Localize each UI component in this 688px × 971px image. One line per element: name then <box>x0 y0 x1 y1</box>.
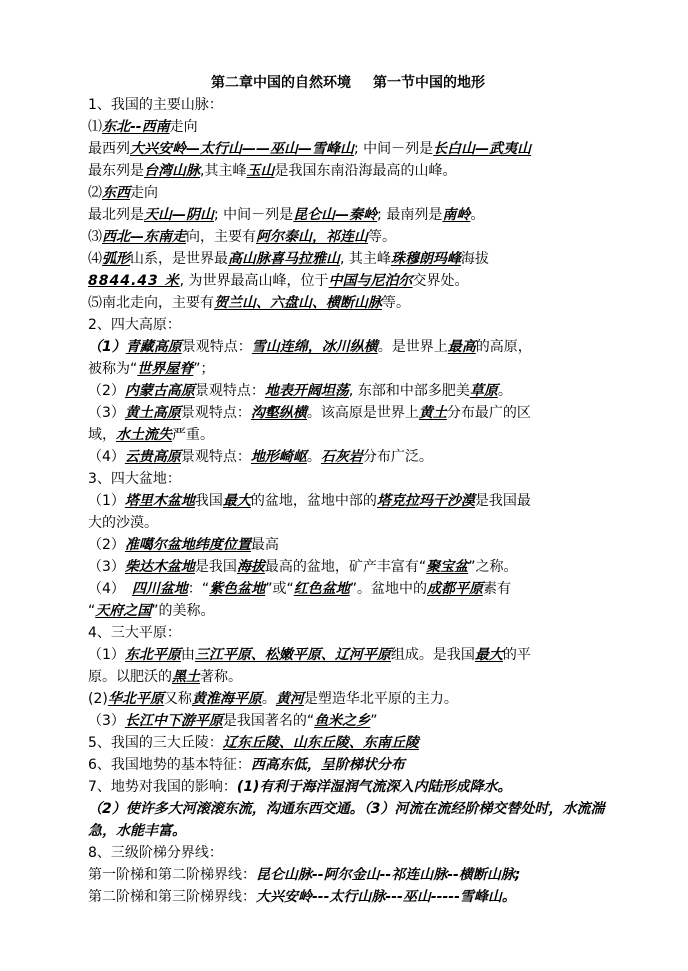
s4-item-2: (2)华北平原又称黄淮海平原。黄河是塑造华北平原的主力。 <box>88 691 458 707</box>
s1-e-line: ⑸南北走向，主要有贺兰山、六盘山、横断山脉等。 <box>88 295 410 311</box>
s2-item-2: （2）内蒙古高原景观特点：地表开阔坦荡, 东部和中部多肥美草原。 <box>88 383 512 399</box>
s1-a-line1: 最西列大兴安岭—太行山——巫山—雪峰山; 中间－列是长白山—武夷山 <box>88 141 532 157</box>
s2-item-3-cont: 域，水土流失严重。 <box>88 427 214 443</box>
s8-line-2: 第二阶梯和第三阶梯界线：大兴安岭---太行山脉---巫山-----雪峰山。 <box>88 889 516 905</box>
s2-item-1: （1）青藏高原景观特点：雪山连绵，冰川纵横。是世界上最高的高原， <box>88 339 532 355</box>
s4-item-1: （1）东北平原由三江平原、松嫩平原、辽河平原组成。是我国最大的平 <box>88 647 531 663</box>
s1-d-line2: 8844.43 米, 为世界最高山峰，位于中国与尼泊尔交界处。 <box>88 273 469 289</box>
section-8-heading: 8、三级阶梯分界线： <box>88 845 223 861</box>
s1-b-line: ⑵东西走向 <box>88 185 158 201</box>
document-page <box>88 72 608 908</box>
chapter-title: 第二章中国的自然环境 <box>211 75 351 91</box>
s2-item-3: （3）黄土高原景观特点：沟壑纵横。该高原是世界上黄土分布最广的区 <box>88 405 531 421</box>
section-title: 第一节中国的地形 <box>373 75 485 91</box>
s3-item-2: （2）准噶尔盆地纬度位置最高 <box>88 537 279 553</box>
section-3-heading: 3、四大盆地： <box>88 471 181 487</box>
s1-b-line1: 最北列是天山—阴山; 中间－列是昆仑山—秦岭; 最南列是南岭。 <box>88 207 485 223</box>
s1-a-line2: 最东列是台湾山脉,其主峰玉山是我国东南沿海最高的山峰。 <box>88 163 457 179</box>
s3-item-1-cont: 大的沙漠。 <box>88 515 158 531</box>
s2-item-1-cont: 被称为“世界屋脊”； <box>88 361 215 377</box>
section-7-cont: （2）使许多大河滚滚东流，沟通东西交通。（3）河流在流经阶梯交替处时，水流湍急，水能丰富。 <box>88 801 605 839</box>
section-1-heading: 1、我国的主要山脉： <box>88 97 223 113</box>
s3-item-1: （1）塔里木盆地我国最大的盆地，盆地中部的塔克拉玛干沙漠是我国最 <box>88 493 531 509</box>
s3-item-4: （4） 四川盆地：“紫色盆地”或“红色盆地”。盆地中的成都平原素有 <box>88 581 511 597</box>
s4-item-3: （3）长江中下游平原是我国著名的“鱼米之乡” <box>88 713 378 729</box>
section-2-heading: 2、四大高原： <box>88 317 181 333</box>
s1-a-line: ⑴东北--西南走向 <box>88 119 198 135</box>
s1-c-line: ⑶西北—东南走向，主要有阿尔泰山，祁连山等。 <box>88 229 396 245</box>
page-title <box>88 72 608 94</box>
s8-line-1: 第一阶梯和第二阶梯界线：昆仑山脉--阿尔金山--祁连山脉--横断山脉; <box>88 867 521 883</box>
section-6: 6、我国地势的基本特征：西高东低，呈阶梯状分布 <box>88 757 405 773</box>
section-4-heading: 4、三大平原： <box>88 625 181 641</box>
section-5: 5、我国的三大丘陵：辽东丘陵、山东丘陵、东南丘陵 <box>88 735 419 751</box>
s1-d-line1: ⑷弧形山系，是世界最高山脉喜马拉雅山, 其主峰珠穆朗玛峰海拔 <box>88 251 489 267</box>
s3-item-4-cont: “天府之国”的美称。 <box>88 603 215 619</box>
section-7: 7、地势对我国的影响：(1)有利于海洋湿润气流深入内陆形成降水。 <box>88 779 512 795</box>
s4-item-1-cont: 原。以肥沃的黑土著称。 <box>88 669 242 685</box>
s3-item-3: （3）柴达木盆地是我国海拔最高的盆地，矿产丰富有“聚宝盆”之称。 <box>88 559 518 575</box>
s2-item-4: （4）云贵高原景观特点：地形崎岖。石灰岩分布广泛。 <box>88 449 433 465</box>
